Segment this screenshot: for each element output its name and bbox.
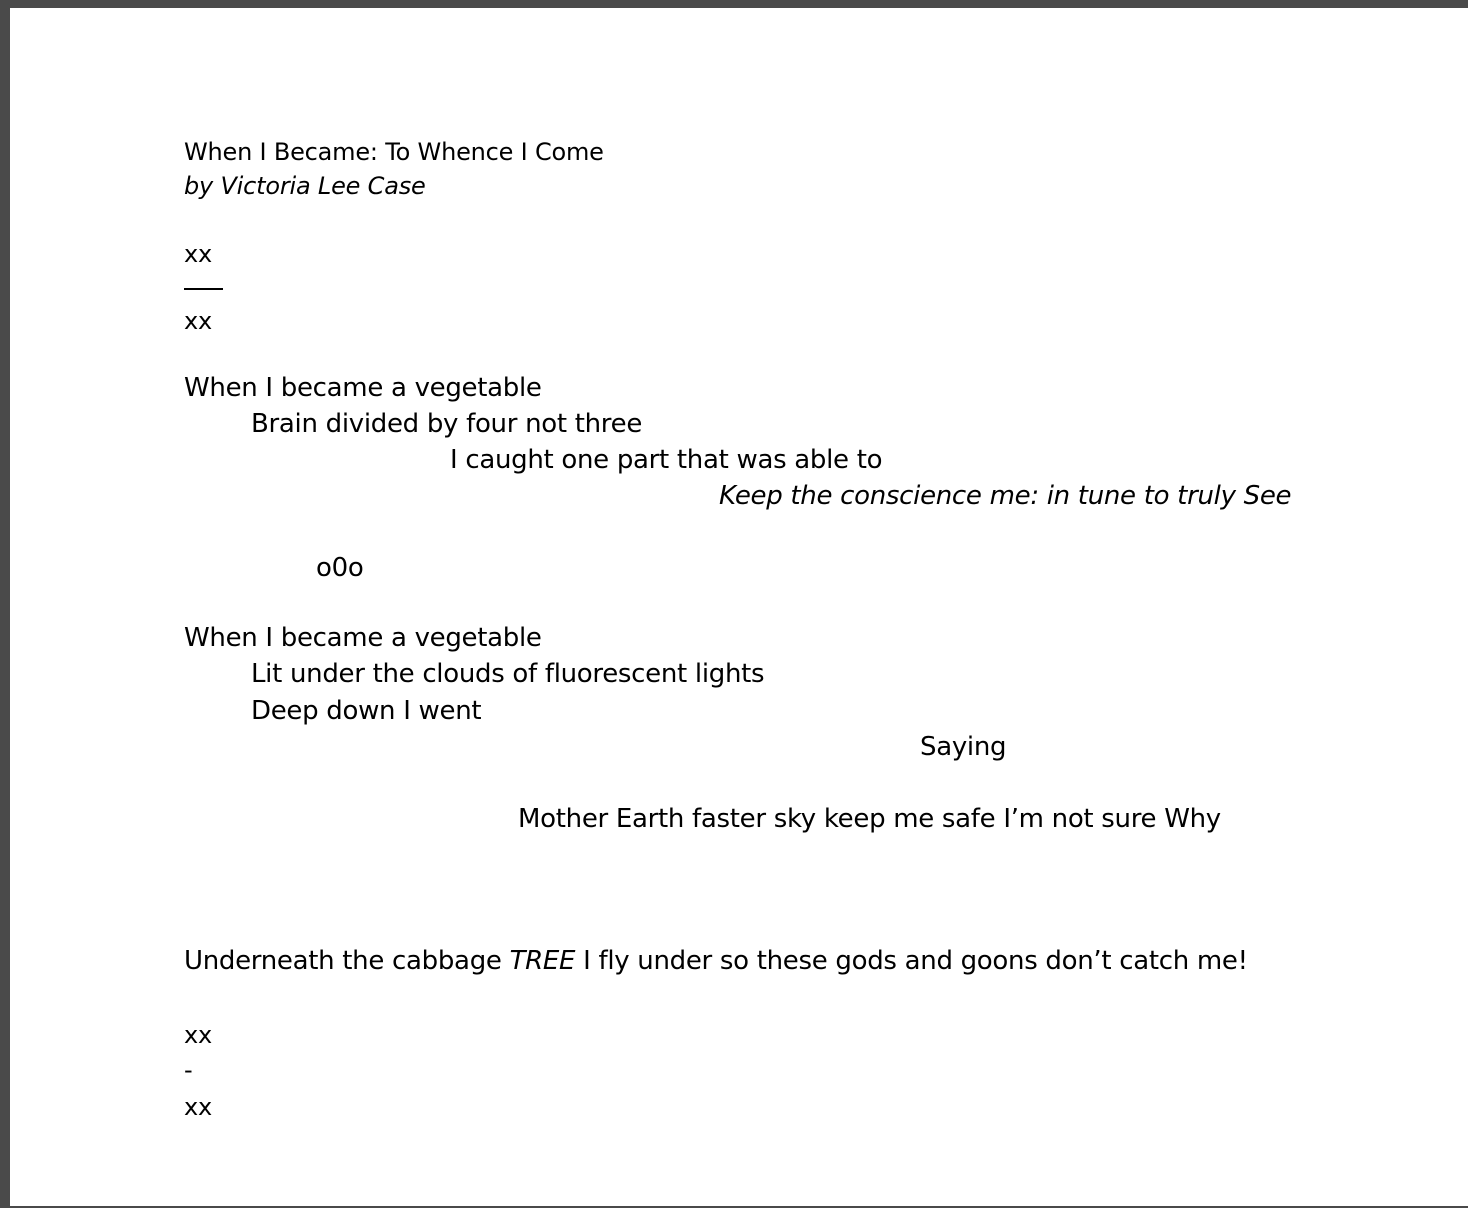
stanza2-line2: Lit under the clouds of fluorescent lights: [251, 659, 765, 689]
section-marker: xx: [184, 307, 213, 335]
poem-title: When I Became: To Whence I Come: [184, 138, 604, 166]
window-top-border: [0, 0, 1468, 8]
horizontal-rule: [184, 288, 223, 290]
stanza2-line4: Saying: [920, 732, 1007, 762]
stanza1-line2: Brain divided by four not three: [251, 409, 643, 439]
window-left-border: [0, 0, 10, 1208]
stanza1-line3: I caught one part that was able to: [450, 445, 883, 475]
end-marker: xx: [184, 1093, 213, 1121]
stanza-separator: o0o: [316, 553, 364, 583]
stanza2-line5: Mother Earth faster sky keep me safe I’m not sure Why: [518, 804, 1221, 834]
final-line-tree: TREE: [509, 946, 576, 976]
end-marker: xx: [184, 1021, 213, 1049]
section-marker: xx: [184, 240, 213, 268]
end-dash: -: [184, 1056, 193, 1084]
stanza1-line4: Keep the conscience me: in tune to truly See: [719, 481, 1292, 511]
poem-byline: by Victoria Lee Case: [184, 172, 426, 200]
final-line-start: Underneath the cabbage: [184, 946, 510, 976]
stanza2-line3: Deep down I went: [251, 696, 482, 726]
stanza1-line1: When I became a vegetable: [184, 373, 542, 403]
final-line-end: I fly under so these gods and goons don’t catch me!: [575, 946, 1248, 976]
final-line: [184, 945, 1248, 977]
stanza2-line1: When I became a vegetable: [184, 623, 542, 653]
